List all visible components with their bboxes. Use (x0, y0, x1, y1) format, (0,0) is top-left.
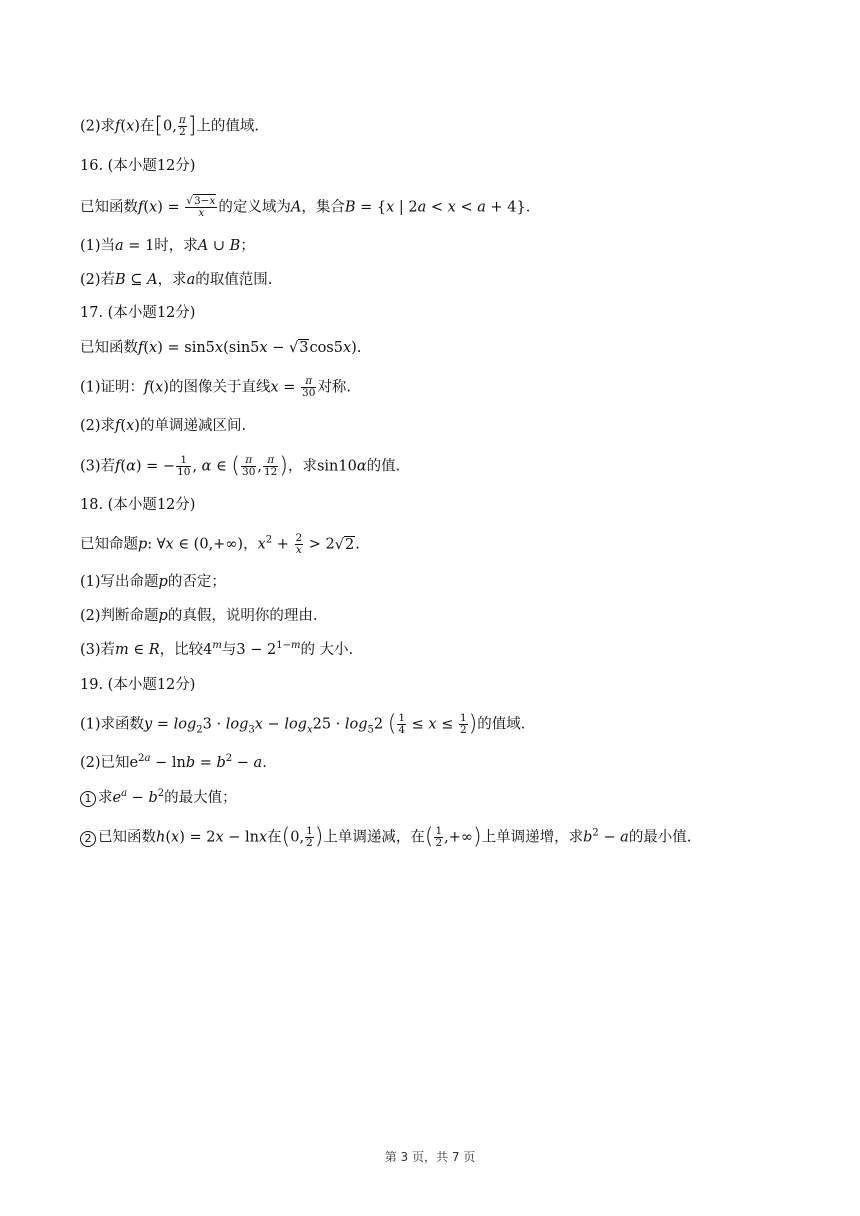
q19-sub2: 2 已知函数h(x) = 2x − lnx在(0, $\frac{1}{2}$ )上单调递减，在( $\frac{1}{2}$ ,+∞)上单调递增，求$b^2 - a$的最小值. (80, 826, 691, 849)
q17-stem: 已知函数f(x) = sin5x(sin5x − √3cos5x). (80, 340, 362, 356)
q18-part1: (1)写出命题p的否定； (80, 574, 226, 590)
q15-part2: (2)求f(x)在[0, $\frac{\pi}{2}$ ]上的值域. (80, 113, 259, 139)
q19-part1: (1)求函数$y = \log_23 \cdot \log_3x - \log_x25 \cdot \log_52$ ( $\frac{1}{4}$ ≤ x ≤ $\frac{1}{2}$ )的值域. (80, 711, 526, 737)
q19-header: 19. (本小题12分) (80, 677, 196, 693)
q18-stem: 已知命题p: ∀x ∈ (0,+∞)，$x^2$ + $\frac{2}{x}$ > 2√2. (80, 532, 360, 556)
q16-stem: 已知函数f(x) = $\frac{√3-x}{x}$ 的定义域为A，集合B = {x | 2a < x < a + 4}. (80, 195, 531, 219)
q16-header: 16. (本小题12分) (80, 158, 196, 174)
q16-part2: (2)若B ⊆ A，求a的取值范围. (80, 272, 273, 288)
page-footer: 第 3 页，共 7 页 (384, 1150, 476, 1164)
q16-part1: (1)当a = 1时，求A ∪ B； (80, 238, 255, 254)
q18-part3: (3)若m ∈ R，比较4$^m$与$3 - 2^{1-m}$的 大小. (80, 640, 354, 658)
q17-part1: (1)证明：f(x)的图像关于直线x = $\frac{\pi}{30}$ 对称. (80, 375, 351, 399)
q18-header: 18. (本小题12分) (80, 497, 196, 513)
q19-sub1: 1 求$e^a - b^2$的最大值； (80, 788, 237, 808)
q19-part2: (2)已知$e^{2a} - \ln b = b^2 - a$. (80, 753, 267, 771)
q17-header: 17. (本小题12分) (80, 305, 196, 321)
q18-part2: (2)判断命题p的真假，说明你的理由. (80, 608, 318, 624)
q17-part3: (3)若f(α) = − $\frac{1}{10}$ , α ∈ ( $\frac{\pi}{30}$ , $\frac{\pi}{12}$ )，求sin10α的值. (80, 453, 401, 479)
q17-part2: (2)求f(x)的单调递减区间. (80, 418, 247, 434)
